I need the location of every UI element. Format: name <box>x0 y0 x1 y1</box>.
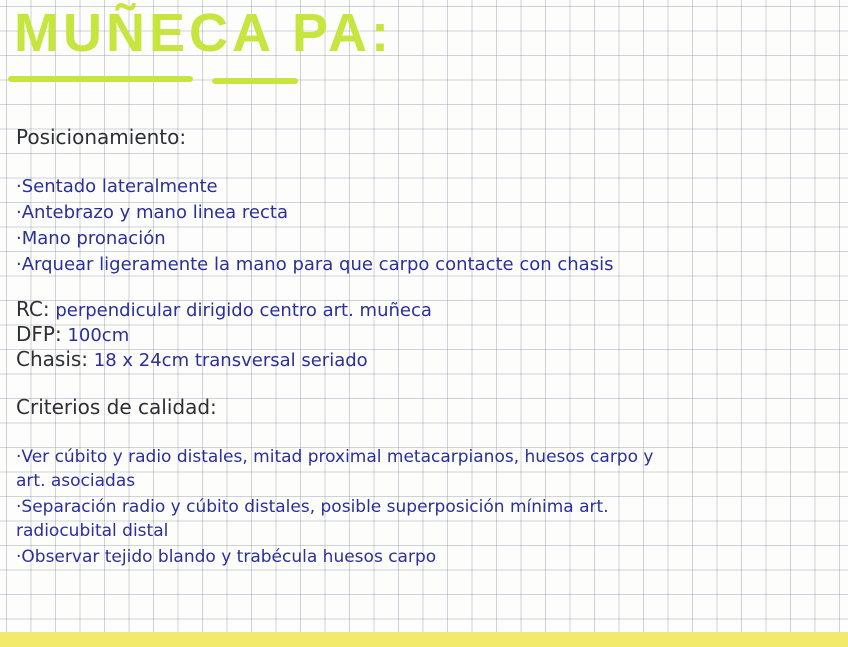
dfp-label: DFP: <box>16 322 62 346</box>
chasis-label: Chasis: <box>16 347 89 371</box>
rc-row <box>16 298 432 322</box>
quality-item: ·Observar tejido blando y trabécula huesos carpo <box>16 547 437 567</box>
positioning-heading: Posicionamiento: <box>16 125 187 149</box>
chasis-row <box>16 348 368 372</box>
chasis-value: 18 x 24cm transversal seriado <box>93 350 368 371</box>
positioning-item: ·Arquear ligeramente la mano para que carpo contacte con chasis <box>16 254 614 275</box>
positioning-item: ·Antebrazo y mano linea recta <box>16 202 288 223</box>
dfp-row <box>16 323 129 347</box>
positioning-item: ·Sentado lateralmente <box>16 176 218 197</box>
quality-item: art. asociadas <box>16 471 136 491</box>
rc-label: RC: <box>16 297 50 321</box>
quality-item: ·Separación radio y cúbito distales, posible superposición mínima art. <box>16 497 609 517</box>
rc-value: perpendicular dirigido centro art. muñeca <box>55 300 432 321</box>
quality-item: radiocubital distal <box>16 521 169 541</box>
bottom-highlight-strip <box>0 632 848 647</box>
quality-heading: Criterios de calidad: <box>16 395 217 419</box>
dfp-value: 100cm <box>67 325 130 346</box>
quality-item: ·Ver cúbito y radio distales, mitad proximal metacarpianos, huesos carpo y <box>16 447 654 467</box>
title-underline-2 <box>212 78 298 84</box>
page-title: MUÑECA PA: <box>14 3 393 63</box>
positioning-item: ·Mano pronación <box>16 228 166 249</box>
title-underline-1 <box>8 76 193 82</box>
